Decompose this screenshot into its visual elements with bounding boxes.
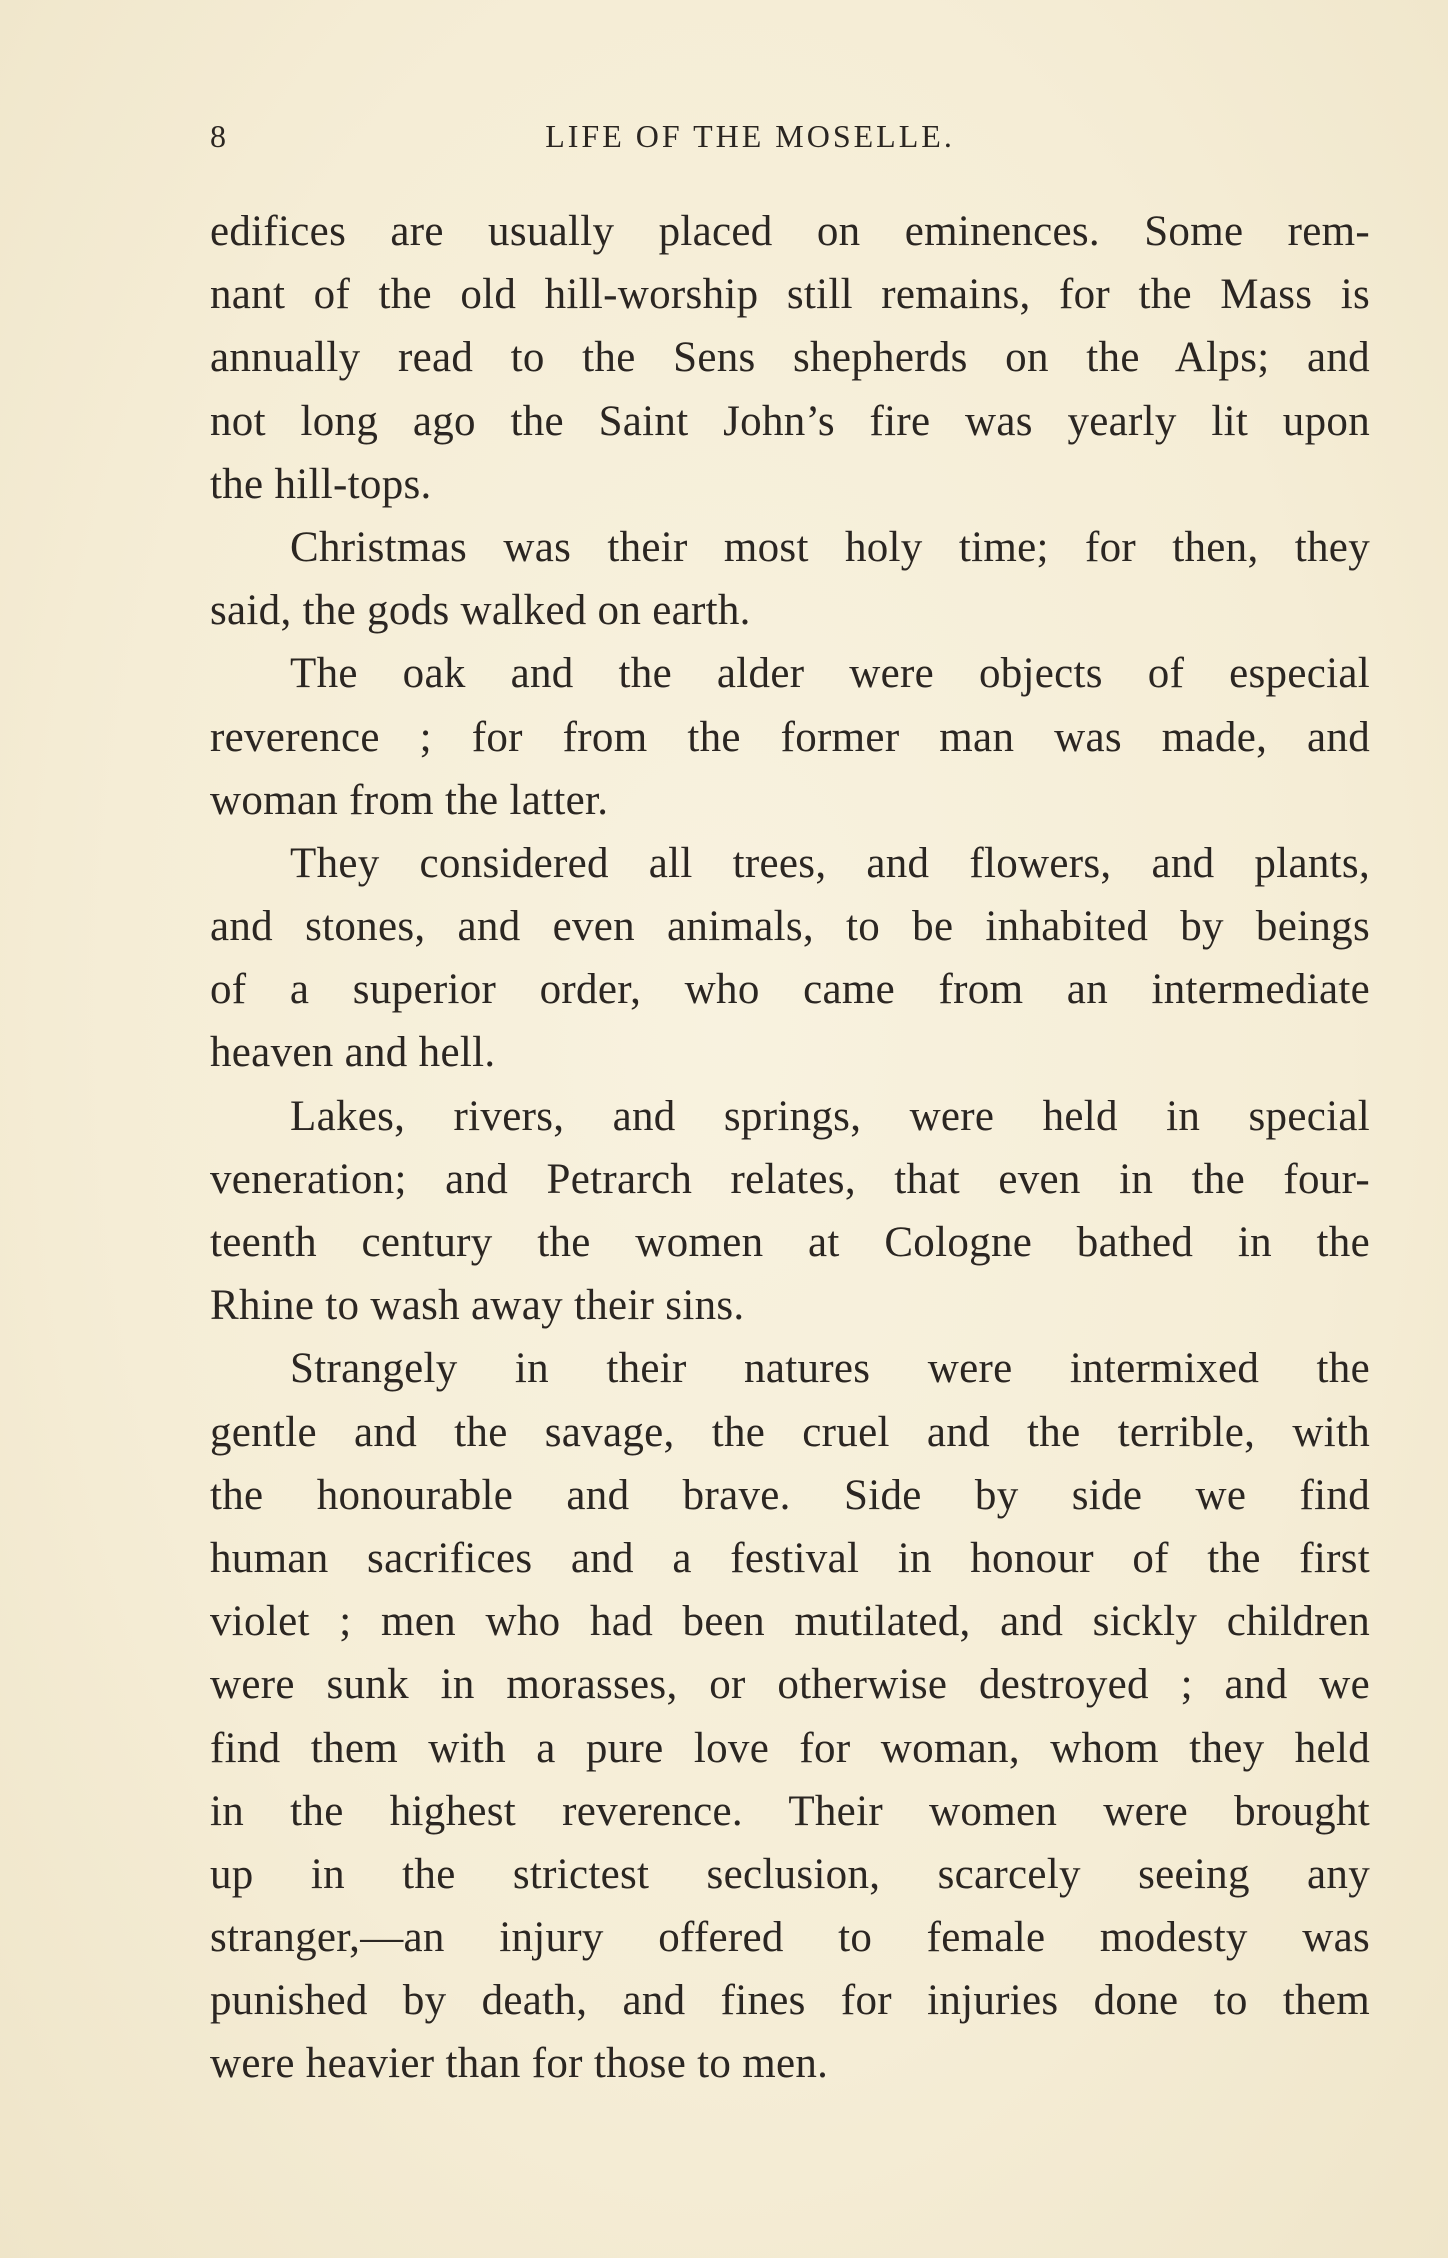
text-line: stranger,—an injury offered to female modesty was xyxy=(210,1914,1370,1962)
text-line: annually read to the Sens shepherds on the Alps; and xyxy=(210,334,1370,382)
text-line: and stones, and even animals, to be inhabited by beings xyxy=(210,903,1370,951)
text-line: not long ago the Saint John’s fire was yearly lit upon xyxy=(210,397,1370,445)
text-line: the hill-tops. xyxy=(210,460,432,508)
text-line: find them with a pure love for woman, whom they held xyxy=(210,1724,1370,1772)
text-line: woman from the latter. xyxy=(210,776,609,824)
text-line: up in the strictest seclusion, scarcely seeing any xyxy=(210,1850,1370,1898)
text-line: Christmas was their most holy time; for then, they xyxy=(290,523,1370,571)
text-line: human sacrifices and a festival in honour of the first xyxy=(210,1534,1370,1582)
text-line: the honourable and brave. Side by side we find xyxy=(210,1471,1370,1519)
text-line: were heavier than for those to men. xyxy=(210,2040,829,2088)
text-line: heaven and hell. xyxy=(210,1029,496,1077)
text-line: They considered all trees, and flowers, and plants, xyxy=(290,839,1370,887)
text-line: said, the gods walked on earth. xyxy=(210,587,751,635)
text-line: teenth century the women at Cologne bathed in the xyxy=(210,1219,1370,1266)
running-title: LIFE OF THE MOSELLE. xyxy=(545,118,955,154)
text-line: punished by death, and fines for injuries done to them xyxy=(210,1977,1370,2025)
text-line: gentle and the savage, the cruel and the terrible, with xyxy=(210,1408,1370,1456)
text-line: of a superior order, who came from an intermediate xyxy=(210,966,1370,1014)
text-line: Strangely in their natures were intermixed the xyxy=(290,1345,1370,1393)
page-number: 8 xyxy=(210,118,227,154)
text-line: nant of the old hill-worship still remains, for the Mass is xyxy=(210,271,1370,319)
body-text xyxy=(210,200,1370,2096)
text-line: in the highest reverence. Their women were brought xyxy=(210,1787,1370,1835)
text-line: Rhine to wash away their sins. xyxy=(210,1282,745,1330)
text-line: violet ; men who had been mutilated, and sickly children xyxy=(210,1598,1370,1646)
text-line: veneration; and Petrarch relates, that even in the four- xyxy=(210,1155,1370,1203)
text-line: Lakes, rivers, and springs, were held in special xyxy=(290,1092,1370,1140)
text-line: edifices are usually placed on eminences. Some rem- xyxy=(210,208,1370,255)
running-head xyxy=(210,118,1370,162)
text-line: were sunk in morasses, or otherwise destroyed ; and we xyxy=(210,1661,1370,1709)
text-line: The oak and the alder were objects of especial xyxy=(290,650,1370,698)
text-line: reverence ; for from the former man was made, and xyxy=(210,713,1370,761)
